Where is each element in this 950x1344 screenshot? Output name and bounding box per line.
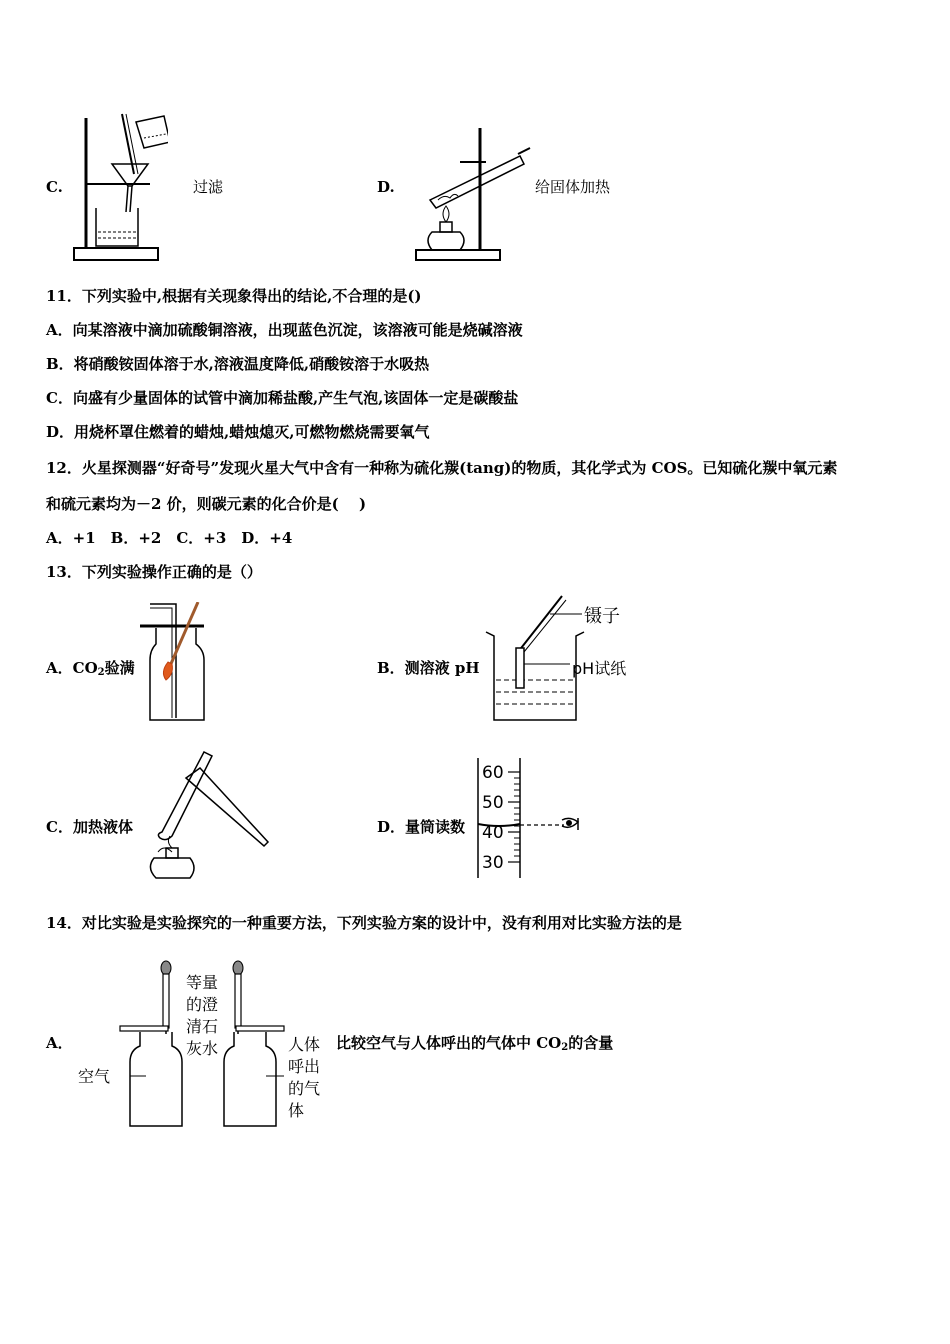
air-label: 空气	[78, 1067, 111, 1086]
q12-stem-line2: 和硫元素均为－2 价，则碳元素的化合价是( )	[46, 495, 367, 513]
ph-paper-label: pH试纸	[572, 659, 627, 678]
exhaled-gas-label-line: 人体	[288, 1035, 321, 1054]
q11-option-b: B．将硝酸铵固体溶于水,溶液温度降低,硝酸铵溶于水吸热	[46, 355, 430, 373]
q10-option-d-text: 给固体加热	[535, 178, 611, 196]
co2-comparison-figure	[74, 952, 334, 1128]
graduated-cylinder-figure	[474, 756, 594, 882]
q14-option-a-letter: A．	[46, 1034, 73, 1052]
limewater-label-line: 的澄	[186, 995, 219, 1014]
ph-test-figure	[480, 592, 640, 724]
q12-stem-line1: 12．火星探测器“好奇号”发现火星大气中含有一种称为硫化羰(tang)的物质，其化学式为 COS。已知硫化羰中氧元素	[46, 459, 838, 477]
q13-stem: 13．下列实验操作正确的是（）	[46, 563, 262, 581]
q11-option-d: D．用烧杯罩住燃着的蜡烛,蜡烛熄灭,可燃物燃烧需要氧气	[46, 423, 430, 441]
limewater-label-line: 等量	[186, 973, 219, 992]
tick-label: 50	[482, 793, 504, 813]
q11-option-c: C．向盛有少量固体的试管中滴加稀盐酸,产生气泡,该固体一定是碳酸盐	[46, 389, 519, 407]
limewater-label-line: 灰水	[186, 1039, 219, 1058]
limewater-label-line: 清石	[186, 1017, 219, 1036]
heating-liquid-figure	[146, 748, 276, 880]
q14-stem: 14．对比实验是实验探究的一种重要方法，下列实验方案的设计中，没有利用对比实验方法的是	[46, 914, 682, 932]
q14-option-a-description: 比较空气与人体呼出的气体中 $CO_2$的含量	[336, 1034, 614, 1053]
q11-option-a: A．向某溶液中滴加硫酸铜溶液，出现蓝色沉淀，该溶液可能是烧碱溶液	[46, 321, 523, 339]
q10-option-d-letter: D.	[377, 178, 395, 196]
tick-label: 40	[482, 823, 504, 843]
q13-option-a-label: A．$CO_2$验满	[46, 659, 135, 678]
q13-option-c-label: C．加热液体	[46, 818, 133, 836]
exhaled-gas-label-line: 体	[288, 1101, 305, 1120]
q12-options: A．+1 B．+2 C．+3 D．+4	[46, 529, 293, 547]
q11-stem: 11．下列实验中,根据有关现象得出的结论,不合理的是()	[46, 287, 422, 305]
heating-solid-apparatus-figure	[410, 122, 540, 264]
exhaled-gas-label-line: 的气	[288, 1079, 321, 1098]
tick-label: 60	[482, 763, 504, 783]
exhaled-gas-label-line: 呼出	[288, 1057, 321, 1076]
tick-label: 30	[482, 853, 504, 873]
q10-option-c-letter: C.	[46, 178, 63, 196]
co2-full-check-figure	[140, 602, 210, 724]
q13-option-b-label: B．测溶液 pH	[377, 659, 480, 677]
q10-option-c-text: 过滤	[193, 178, 224, 196]
filtration-apparatus-figure	[68, 112, 168, 264]
ph-tweezers-label: 镊子	[584, 606, 620, 627]
q13-option-d-label: D．量筒读数	[377, 818, 466, 836]
